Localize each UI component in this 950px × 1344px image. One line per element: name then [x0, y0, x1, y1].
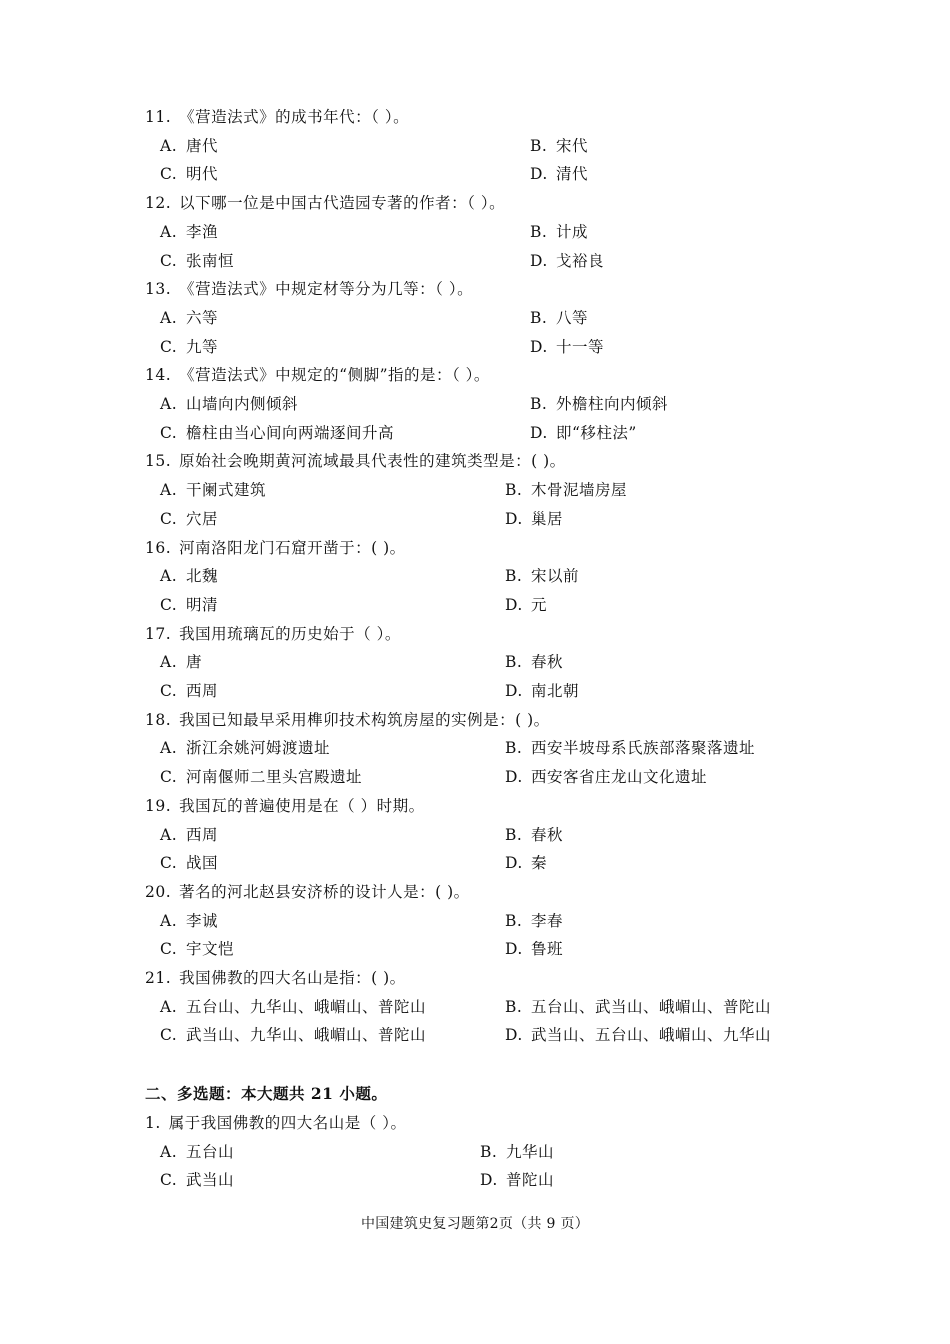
answer-option: [480, 1166, 554, 1194]
option-letter: D.: [505, 509, 523, 528]
option-text: 秦: [531, 854, 548, 873]
answer-option: [160, 1166, 234, 1194]
option-text: 张南恒: [186, 251, 235, 270]
question-stem: [145, 620, 401, 648]
option-text: 木骨泥墙房屋: [531, 481, 628, 500]
question-text: 我国已知最早采用榫卯技术构筑房屋的实例是：( )。: [179, 710, 550, 729]
answer-option: [530, 419, 637, 447]
answer-option: [505, 591, 547, 619]
answer-option: [480, 1138, 554, 1166]
answer-option: [530, 218, 588, 246]
option-letter: D.: [505, 595, 523, 614]
question-stem: [145, 447, 566, 475]
question-number: 17.: [145, 624, 172, 643]
question-stem: [145, 878, 470, 906]
answer-option: [530, 160, 588, 188]
question-number: 14.: [145, 366, 172, 385]
question-stem: [145, 964, 406, 992]
question-number: 16.: [145, 538, 172, 557]
answer-option: [160, 218, 218, 246]
question-number: 1.: [145, 1114, 161, 1132]
option-text: 李诚: [186, 911, 219, 930]
option-letter: C.: [160, 337, 178, 356]
answer-option: [160, 505, 218, 533]
option-letter: A.: [160, 825, 178, 844]
option-letter: D.: [530, 251, 548, 270]
option-text: 李春: [531, 911, 564, 930]
option-letter: C.: [160, 854, 178, 873]
question-text: 我国瓦的普遍使用是在（ ）时期。: [179, 796, 425, 815]
answer-option: [505, 677, 579, 705]
option-letter: A.: [160, 567, 178, 586]
answer-option: [160, 419, 394, 447]
option-text: 战国: [186, 854, 219, 873]
question-text: 《营造法式》中规定的“侧脚”指的是：（ ）。: [179, 366, 490, 385]
question-number: 21.: [145, 969, 172, 987]
question-number: 20.: [145, 882, 172, 901]
question-text: 我国用琉璃瓦的历史始于（ ）。: [179, 624, 401, 643]
option-text: 六等: [186, 308, 219, 327]
option-text: 普陀山: [506, 1171, 555, 1190]
option-letter: A.: [160, 308, 178, 327]
option-letter: D.: [505, 940, 523, 959]
option-letter: C.: [160, 165, 178, 184]
option-text: 春秋: [531, 825, 564, 844]
option-letter: C.: [160, 1026, 178, 1045]
answer-option: [505, 935, 563, 963]
option-letter: D.: [505, 1026, 523, 1045]
option-letter: A.: [160, 222, 178, 241]
answer-option: [160, 993, 426, 1021]
question-number: 12.: [145, 194, 172, 213]
option-letter: C.: [160, 682, 178, 700]
option-letter: B.: [530, 136, 548, 155]
option-letter: B.: [505, 567, 523, 586]
option-letter: A.: [160, 739, 178, 758]
answer-option: [160, 677, 218, 705]
answer-option: [160, 591, 218, 619]
question-text: 《营造法式》中规定材等分为几等：（ ）。: [179, 280, 474, 299]
option-text: 外檐柱向内倾斜: [556, 395, 669, 413]
option-text: 浙江余姚河姆渡遗址: [186, 739, 331, 758]
option-letter: A.: [160, 395, 178, 413]
answer-option: [160, 390, 298, 418]
question-text: 原始社会晚期黄河流域最具代表性的建筑类型是：( )。: [179, 452, 566, 471]
answer-option: [160, 333, 218, 361]
option-text: 五台山: [186, 1142, 235, 1161]
option-text: 八等: [556, 308, 589, 327]
option-text: 春秋: [531, 653, 564, 672]
option-text: 唐: [186, 653, 203, 672]
answer-option: [160, 476, 266, 504]
option-letter: C.: [160, 768, 178, 787]
option-text: 山墙向内侧倾斜: [186, 395, 299, 413]
answer-option: [160, 562, 218, 590]
answer-option: [160, 160, 218, 188]
question-text: 我国佛教的四大名山是指：( )。: [179, 969, 406, 987]
option-text: 河南偃师二里头宫殿遗址: [186, 768, 363, 787]
option-text: 穴居: [186, 509, 219, 528]
question-text: 河南洛阳龙门石窟开凿于：( )。: [179, 538, 406, 557]
question-text: 属于我国佛教的四大名山是（ ）。: [168, 1114, 407, 1132]
option-text: 戈裕良: [556, 251, 605, 270]
answer-option: [505, 1021, 771, 1049]
option-text: 元: [531, 595, 548, 614]
question-stem: [145, 534, 406, 562]
option-letter: B.: [505, 825, 523, 844]
answer-option: [530, 247, 604, 275]
page-footer: 中国建筑史复习题第2页（共 9 页）: [360, 1216, 590, 1232]
question-number: 13.: [145, 280, 172, 299]
question-stem: [145, 1109, 406, 1137]
question-stem: [145, 706, 550, 734]
option-text: 巢居: [531, 509, 564, 528]
option-text: 九华山: [506, 1142, 555, 1161]
option-text: 檐柱由当心间向两端逐间升高: [186, 423, 395, 442]
answer-option: [160, 132, 218, 160]
question-stem: [145, 275, 473, 303]
option-text: 计成: [556, 222, 589, 241]
question-stem: [145, 189, 505, 217]
option-text: 西安客省庄龙山文化遗址: [531, 768, 708, 787]
answer-option: [160, 1138, 234, 1166]
option-text: 武当山、九华山、峨嵋山、普陀山: [186, 1026, 427, 1045]
answer-option: [505, 505, 563, 533]
option-text: 十一等: [556, 337, 605, 356]
answer-option: [160, 1021, 426, 1049]
option-text: 五台山、武当山、峨嵋山、普陀山: [531, 997, 772, 1016]
option-letter: B.: [530, 222, 548, 241]
option-text: 武当山: [186, 1171, 235, 1190]
question-text: 著名的河北赵县安济桥的设计人是：( )。: [179, 882, 470, 901]
option-letter: B.: [480, 1142, 498, 1161]
option-text: 北魏: [186, 567, 219, 586]
option-letter: A.: [160, 136, 178, 155]
answer-option: [505, 476, 627, 504]
option-text: 宋以前: [531, 567, 580, 586]
answer-option: [160, 734, 330, 762]
option-text: 鲁班: [531, 940, 564, 959]
option-letter: B.: [505, 653, 523, 672]
option-letter: A.: [160, 1142, 178, 1161]
option-letter: B.: [505, 997, 523, 1016]
option-letter: D.: [480, 1171, 498, 1190]
option-letter: D.: [505, 768, 523, 787]
answer-option: [160, 849, 218, 877]
option-letter: B.: [505, 911, 523, 930]
option-letter: A.: [160, 997, 178, 1016]
answer-option: [530, 304, 588, 332]
option-text: 西周: [186, 682, 219, 700]
answer-option: [505, 648, 563, 676]
option-letter: B.: [530, 395, 548, 413]
option-text: 李渔: [186, 222, 219, 241]
option-text: 南北朝: [531, 682, 580, 700]
option-text: 干阑式建筑: [186, 481, 267, 500]
option-text: 九等: [186, 337, 219, 356]
option-text: 五台山、九华山、峨嵋山、普陀山: [186, 997, 427, 1016]
option-text: 武当山、五台山、峨嵋山、九华山: [531, 1026, 772, 1045]
answer-option: [505, 562, 579, 590]
option-text: 明清: [186, 595, 219, 614]
option-text: 西安半坡母系氏族部落聚落遗址: [531, 739, 756, 758]
option-letter: C.: [160, 251, 178, 270]
question-number: 18.: [145, 710, 172, 729]
question-stem: [145, 792, 425, 820]
question-number: 15.: [145, 452, 172, 471]
option-letter: C.: [160, 595, 178, 614]
option-letter: A.: [160, 911, 178, 930]
option-letter: B.: [505, 739, 523, 758]
option-text: 西周: [186, 825, 219, 844]
option-text: 宇文恺: [186, 940, 235, 959]
question-number: 11.: [145, 108, 172, 126]
question-text: 以下哪一位是中国古代造园专著的作者：（ ）。: [179, 194, 506, 213]
option-letter: C.: [160, 1171, 178, 1190]
answer-option: [160, 763, 362, 791]
answer-option: [160, 907, 218, 935]
question-stem: [145, 103, 409, 131]
answer-option: [530, 333, 604, 361]
answer-option: [505, 993, 771, 1021]
answer-option: [505, 849, 547, 877]
answer-option: [160, 247, 234, 275]
question-number: 19.: [145, 796, 172, 815]
answer-option: [160, 648, 202, 676]
answer-option: [530, 390, 668, 418]
answer-option: [160, 304, 218, 332]
answer-option: [160, 935, 234, 963]
question-text: 《营造法式》的成书年代：（ ）。: [179, 108, 410, 126]
option-text: 唐代: [186, 136, 219, 155]
option-text: 明代: [186, 165, 219, 184]
option-text: 清代: [556, 165, 589, 184]
option-letter: A.: [160, 653, 178, 672]
section-heading: 二、多选题：本大题共 21 小题。: [145, 1084, 388, 1103]
option-letter: B.: [505, 481, 523, 500]
answer-option: [505, 763, 707, 791]
answer-option: [530, 132, 588, 160]
option-letter: D.: [530, 337, 548, 356]
answer-option: [505, 734, 755, 762]
option-letter: C.: [160, 940, 178, 959]
option-letter: D.: [530, 165, 548, 184]
option-letter: A.: [160, 481, 178, 500]
option-letter: C.: [160, 423, 178, 442]
answer-option: [160, 821, 218, 849]
option-letter: B.: [530, 308, 548, 327]
question-stem: [145, 361, 490, 389]
option-letter: C.: [160, 509, 178, 528]
answer-option: [505, 821, 563, 849]
option-letter: D.: [505, 854, 523, 873]
option-letter: D.: [505, 682, 523, 700]
option-text: 即“移柱法”: [556, 423, 637, 442]
option-text: 宋代: [556, 136, 589, 155]
option-letter: D.: [530, 423, 548, 442]
answer-option: [505, 907, 563, 935]
